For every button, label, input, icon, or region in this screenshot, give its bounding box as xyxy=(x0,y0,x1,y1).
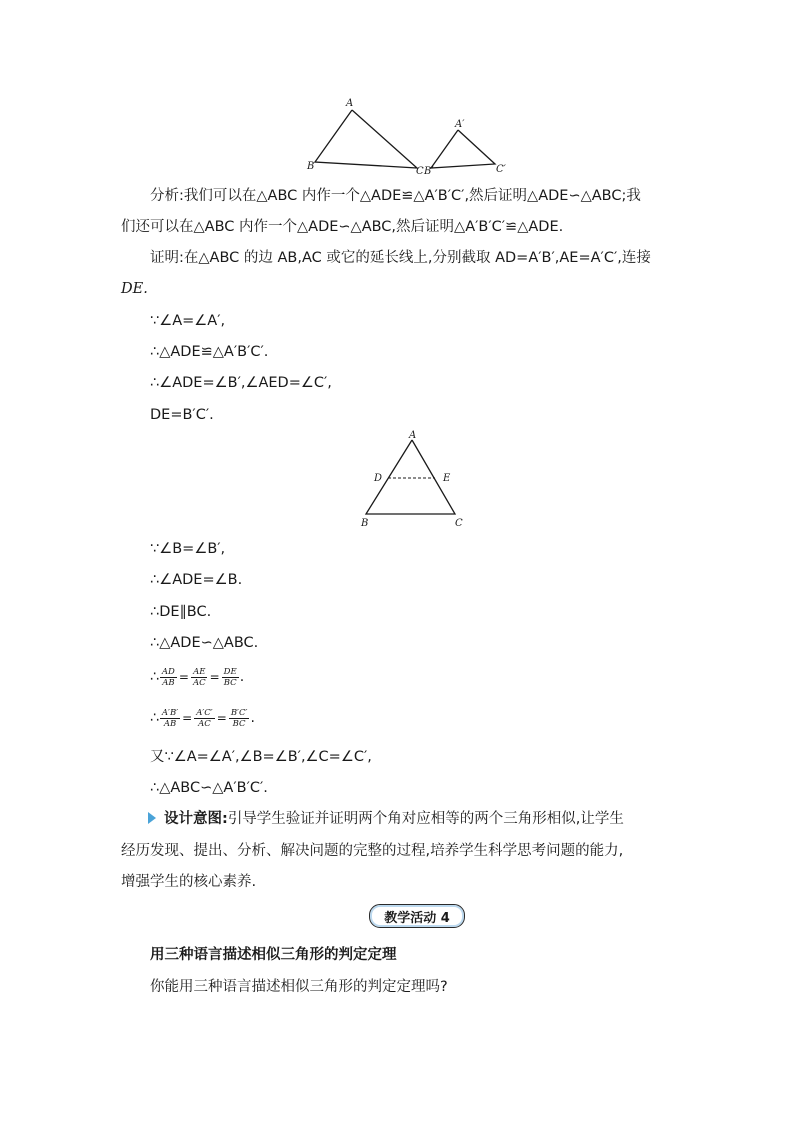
activity-badge-label: 教学活动 4 xyxy=(384,910,450,926)
design-intent-label: 设计意图: xyxy=(164,811,228,827)
proof2-step-4: ∴△ADE∽△ABC. xyxy=(150,635,259,651)
fraction: $\frac{DE}{BC}$ xyxy=(223,666,237,688)
proof-line-2: DE. xyxy=(121,281,148,297)
proof-step-3: ∴∠ADE=∠B′,∠AED=∠C′, xyxy=(150,375,332,391)
proof2-step-3: ∴DE∥BC. xyxy=(150,604,212,620)
proof-step-2: ∴△ADE≌△A′B′C′. xyxy=(150,344,269,360)
label-c: C xyxy=(416,166,424,176)
triangle-abc xyxy=(315,110,417,168)
proof-line-1: 证明:在△ABC 的边 AB,AC 或它的延长线上,分别截取 AD=A′B′,AE=A′C′,连接 xyxy=(150,250,651,266)
label-a-prime: A′ xyxy=(455,119,465,130)
design-intent-line-1 xyxy=(148,809,708,829)
label-d: D xyxy=(374,473,383,484)
analysis-line-1: 分析:我们可以在△ABC 内作一个△ADE≌△A′B′C′,然后证明△ADE∽△ABC;我 xyxy=(150,188,641,204)
proof2-step-5: 又∵∠A=∠A′,∠B=∠B′,∠C=∠C′, xyxy=(150,749,372,765)
fraction: $\frac{A'B'}{AB}$ xyxy=(161,707,179,729)
fraction: $\frac{B'C'}{BC}$ xyxy=(230,707,248,729)
label-b: B xyxy=(361,518,369,529)
proof-step-1: ∵∠A=∠A′, xyxy=(150,313,226,329)
fraction: $\frac{AE}{AC}$ xyxy=(192,666,206,688)
ratio-line-1: ∴ $\frac{AD}{AB}$ = $\frac{AE}{AC}$ = $\frac{DE}{BC}$ . xyxy=(150,666,245,688)
triangle-de-figure xyxy=(355,428,475,530)
label-c-prime: C′ xyxy=(496,164,506,175)
therefore-symbol: ∴ xyxy=(150,710,159,726)
triangles-svg xyxy=(305,94,515,176)
therefore-symbol: ∴ xyxy=(150,669,159,685)
fraction: $\frac{A'C'}{AC}$ xyxy=(196,707,213,729)
triangle-de-svg xyxy=(355,428,475,530)
activity-question: 你能用三种语言描述相似三角形的判定定理吗? xyxy=(150,979,448,995)
proof-step-4: DE=B′C′. xyxy=(150,407,214,423)
label-b: B xyxy=(307,161,315,172)
label-a: A xyxy=(409,430,417,441)
proof2-step-2: ∴∠ADE=∠B. xyxy=(150,572,243,588)
activity-heading: 用三种语言描述相似三角形的判定定理 xyxy=(150,947,397,963)
proof2-step-6: ∴△ABC∽△A′B′C′. xyxy=(150,780,268,796)
ratio-line-2: ∴ $\frac{A'B'}{AB}$ = $\frac{A'C'}{AC}$ = $\frac{B'C'}{BC}$ . xyxy=(150,707,255,729)
fraction: $\frac{AD}{AB}$ xyxy=(161,666,175,688)
triangle-a2b2c2 xyxy=(431,130,495,168)
label-e: E xyxy=(443,473,451,484)
proof2-step-1: ∵∠B=∠B′, xyxy=(150,541,226,557)
label-b-prime: B′ xyxy=(424,166,434,176)
analysis-line-2: 们还可以在△ABC 内作一个△ADE∽△ABC,然后证明△A′B′C′≌△ADE. xyxy=(121,219,564,235)
design-intent-line-3: 增强学生的核心素养. xyxy=(121,874,257,890)
similar-triangles-figure xyxy=(305,94,515,176)
triangle-marker-icon xyxy=(148,812,156,824)
design-intent-text: 引导学生验证并证明两个角对应相等的两个三角形相似,让学生 xyxy=(227,811,624,827)
activity-badge xyxy=(369,904,465,928)
label-a: A xyxy=(346,98,354,109)
label-c: C xyxy=(455,518,463,529)
design-intent-line-2: 经历发现、提出、分析、解决问题的完整的过程,培养学生科学思考问题的能力, xyxy=(121,843,624,859)
